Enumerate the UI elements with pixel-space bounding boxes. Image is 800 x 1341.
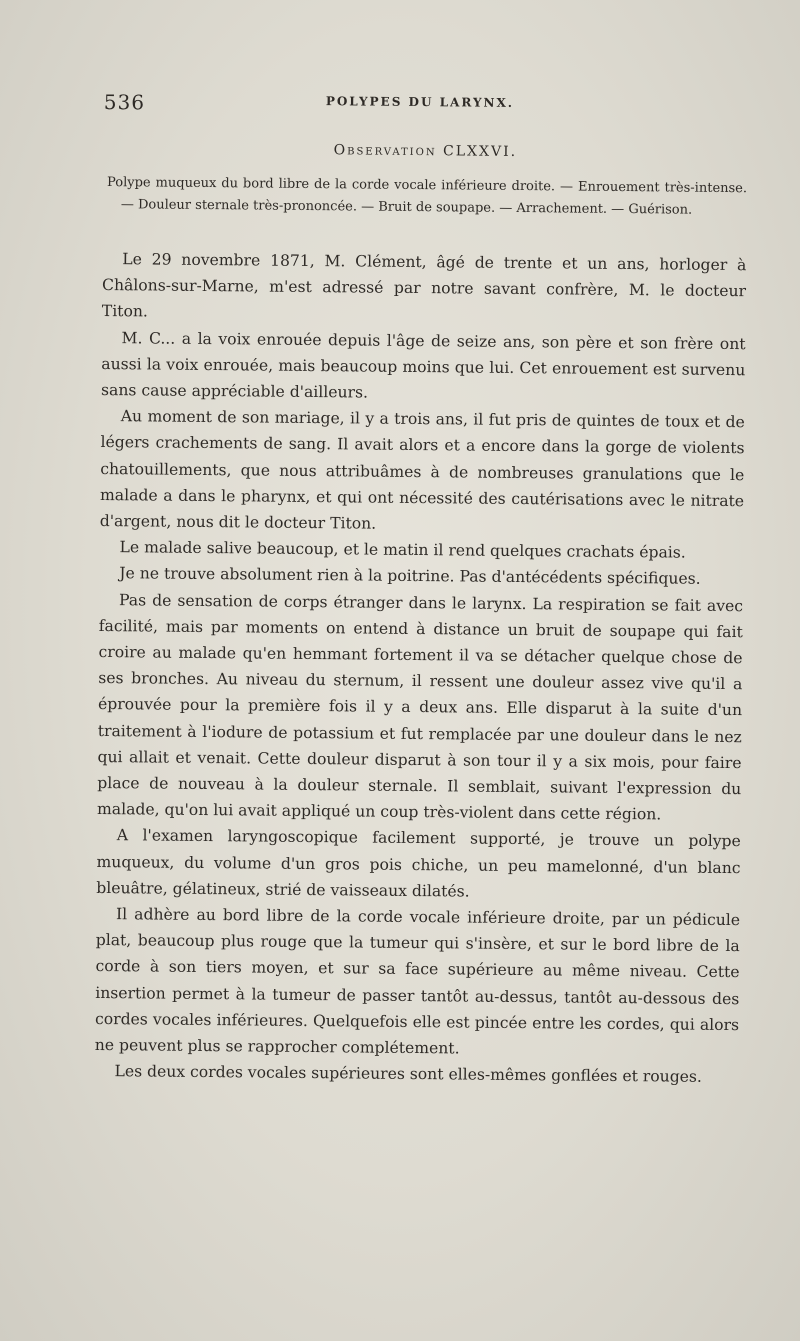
page-text-block — [94, 86, 748, 1091]
paragraph-5: Je ne trouve absolument rien à la poitrine. Pas d'antécédents spécifiques. — [119, 564, 701, 589]
paragraph-7: A l'examen laryngoscopique facilement supporté, je trouve un polype muqueux, du volume d'un gros pois chiche, un peu mamelonné, d'un blanc bleuâtre, gélatineux, strié de vaisseaux dilatés. — [96, 826, 741, 901]
paragraph-3: Au moment de son mariage, il y a trois ans, il fut pris de quintes de toux et de légers crachements de sang. Il avait alors et a encore dans la gorge de violents chatouillements, que nous attribuâmes à de nombreuses granulations que le malade a dans le pharynx, et qui ont nécessité des cautérisations avec le nitrate d'argent, nous dit le docteur Titon. — [99, 407, 745, 533]
running-title: POLYPES DU LARYNX. — [325, 94, 515, 110]
observation-title: Observation CLXXVI. — [333, 142, 518, 160]
paragraph-1: Le 29 novembre 1871, M. Clément, âgé de trente et un ans, horloger à Châlons-sur-Marne, m'est adressé par notre savant confrère, M. le docteur Titon. — [101, 250, 747, 321]
paragraph-6: Pas de sensation de corps étranger dans le larynx. La respiration se fait avec facilité, mais par moments on entend à distance un bruit de soupape qui fait croire au malade qu'en hemmant fortement il va se détacher quelque chose de ses bronches. Au niveau du sternum, il ressent une douleur assez vive qu'il a éprouvée pour la première fois il y a deux ans. Elle disparut à la suite d'un traitement à l'iodure de potassium et fut remplacée par une douleur dans le nez qui allait et venait. Cette douleur disparut à son tour il y a six mois, pour faire place de nouveau à la douleur sternale. Il semblait, suivant l'expression du malade, qu'on lui avait appliqué un coup très-violent dans cette région. — [96, 590, 744, 824]
running-head — [104, 86, 748, 132]
observation-summary: Polype muqueux du bord libre de la corde vocale inférieure droite. — Enrouement très-intense. — Douleur sternale très-prononcée. — Bruit de soupape. — Arrachement. — Guérison. — [107, 175, 748, 218]
paragraph-9: Les deux cordes vocales supérieures sont elles-mêmes gonflées et rouges. — [114, 1062, 703, 1087]
paragraph-4: Le malade salive beaucoup, et le matin il rend quelques crachats épais. — [119, 538, 686, 562]
paragraph-8: Il adhère au bord libre de la corde vocale inférieure droite, par un pédicule plat, beaucoup plus rouge que la tumeur qui s'insère, et sur le bord libre de la corde à son tiers moyen, et sur sa face supérieure au même niveau. Cette insertion permet à la tumeur de passer tantôt au-dessus, tantôt au-dessous des cordes vocales inférieures. Quelquefois elle est pincée entre les cordes, qui alors ne peuvent plus se rapprocher complétement. — [94, 905, 741, 1058]
paragraph-2: M. C... a la voix enrouée depuis l'âge de seize ans, son père et son frère ont aussi la voix enrouée, mais beaucoup moins que lui. Cet enrouement est survenu sans cause appréciable d'ailleurs. — [100, 328, 746, 402]
page-number: 536 — [103, 89, 146, 115]
